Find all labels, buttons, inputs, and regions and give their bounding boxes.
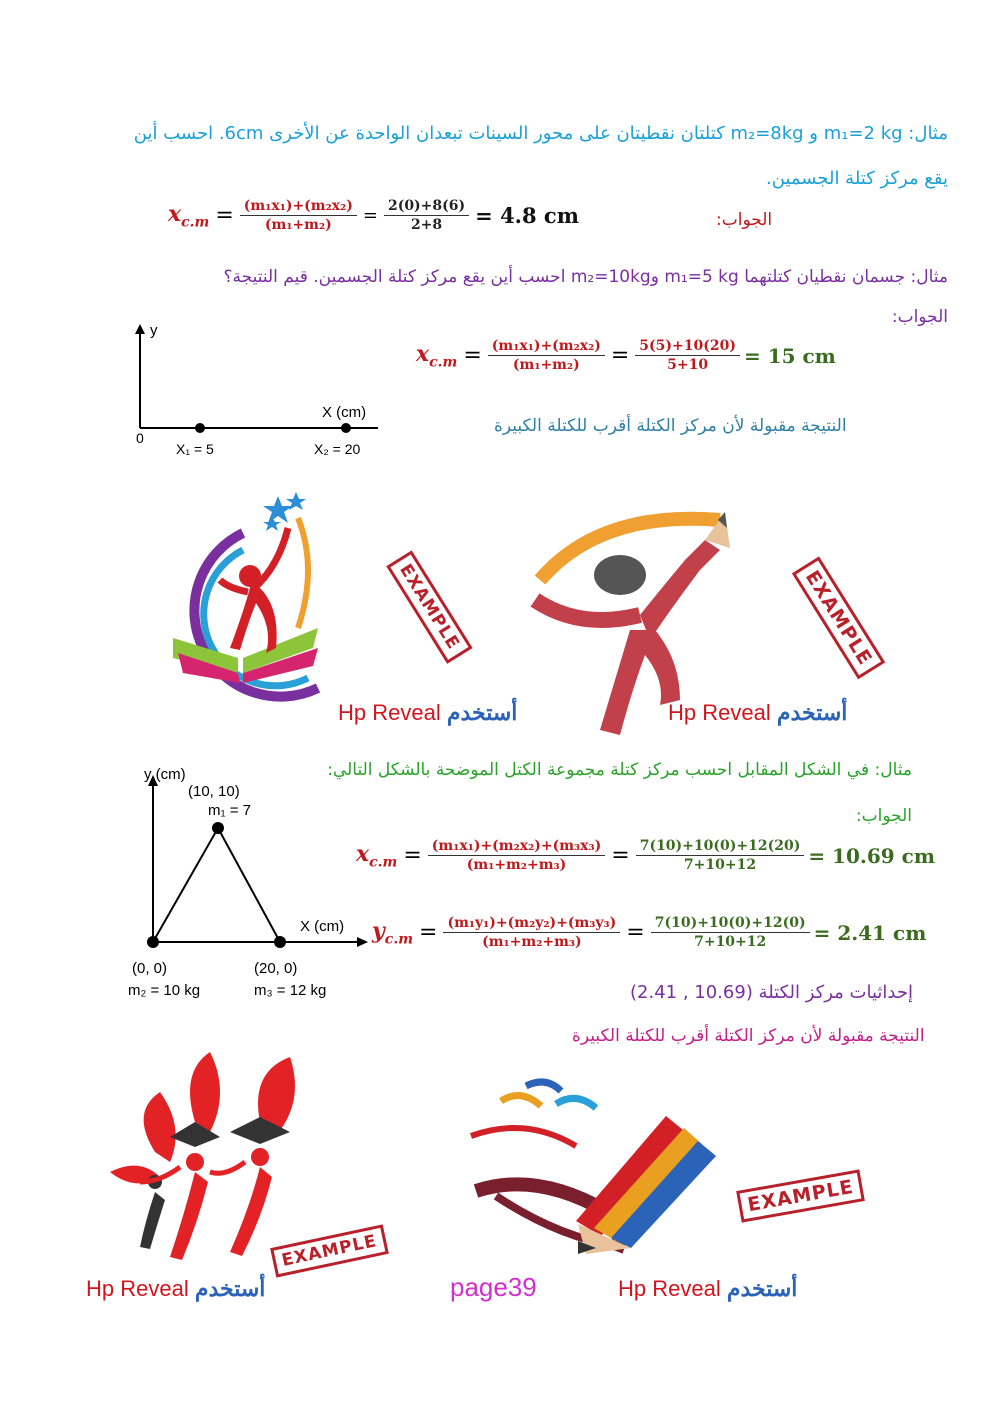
example2-substitution-fraction: $\frac{5(5)+10(20)}{5+10}$	[635, 338, 740, 373]
example3-coordinates: إحداثيات مركز الكتلة (10.69 , 2.41)	[630, 982, 913, 1003]
example3-x-axis-label: X (cm)	[300, 918, 345, 935]
hp-reveal-label-4: Hp Reveal أستخدم	[618, 1276, 798, 1301]
example2-point1-label: X₁ = 5	[176, 441, 214, 457]
hp-reveal-label-1: Hp Reveal أستخدم	[338, 700, 518, 725]
example2-question: مثال: جسمان نقطيان كتلتهما m₁=5 kg وm₂=10kg احسب أين يقع مركز كتلة الجسمين. قيم النتيجة؟	[223, 267, 948, 287]
example1-formula-fraction: $\frac{\text{(m₁x₁)+(m₂x₂)}}{\text{(m₁+m₂)}}$	[240, 198, 357, 233]
example3-y-formula-fraction: $\frac{\text{(m₁y₁)+(m₂y₂)+(m₃y₃)}}{\text{(m₁+m₂+m₃)}}$	[443, 915, 620, 950]
example2-origin-label: 0	[136, 430, 144, 446]
hp-reveal-label-3: Hp Reveal أستخدم	[86, 1276, 266, 1301]
school-logo-readers-flowers	[100, 1052, 340, 1267]
example3-question: مثال: في الشكل المقابل احسب مركز كتلة مجموعة الكتل الموضحة بالشكل التالي:	[327, 760, 912, 780]
example2-result: = 15 cm	[743, 343, 836, 368]
hp-reveal-label-2: Hp Reveal أستخدم	[668, 700, 848, 725]
example3-right-coord: (20, 0)	[254, 960, 298, 977]
example2-equation: $x_{c.m}$ = $\frac{\text{(m₁x₁)+(m₂x₂)}}{\text{(m₁+m₂)}}$ = $\frac{5(5)+10(20)}{5+10}$ = 15 cm	[416, 338, 836, 373]
example3-top-mass: m₁ = 7	[208, 802, 251, 819]
example2-evaluation: النتيجة مقبولة لأن مركز الكتلة أقرب للكتلة الكبيرة	[494, 416, 847, 436]
example3-y-lhs: $y_{c.m}$	[372, 917, 414, 948]
example3-answer-label: الجواب:	[855, 806, 912, 826]
example3-right-mass: m₃ = 12 kg	[254, 982, 327, 999]
example2-x-axis-label: X (cm)	[322, 404, 367, 421]
example-stamp-4: EXAMPLE	[736, 1169, 865, 1222]
example1-substitution-fraction: $\frac{2(0)+8(6)}{2+8}$	[384, 198, 469, 233]
example3-x-substitution-fraction: $\frac{7(10)+10(0)+12(20)}{7+10+12}$	[636, 838, 805, 873]
example2-lhs: $x_{c.m}$	[416, 340, 458, 371]
example2-point2-label: X₂ = 20	[314, 441, 361, 457]
example1-equation: $x_{c.m}$ = $\frac{\text{(m₁x₁)+(m₂x₂)}}{\text{(m₁+m₂)}}$ = $\frac{2(0)+8(6)}{2+8}$ = 4.8 cm	[168, 198, 579, 233]
example-stamp-2: EXAMPLE	[792, 556, 886, 679]
example1-question-line1: مثال: m₁=2 kg و m₂=8kg كتلتان نقطيتان على محور السينات تبعدان الواحدة عن الأخرى 6cm. احسب أين	[133, 123, 948, 144]
example-stamp-1: EXAMPLE	[386, 550, 472, 663]
example2-y-axis-label: y	[150, 322, 158, 339]
page-number: page39	[450, 1272, 537, 1302]
example3-evaluation: النتيجة مقبولة لأن مركز الكتلة أقرب للكتلة الكبيرة	[572, 1026, 925, 1046]
example1-lhs: $x_{c.m}$	[168, 200, 210, 231]
example3-left-coord: (0, 0)	[132, 960, 168, 977]
example3-top-coord: (10, 10)	[188, 783, 240, 800]
example1-answer-label: الجواب:	[716, 210, 773, 230]
example3-x-lhs: $x_{c.m}$	[356, 840, 398, 871]
example3-x-result: = 10.69 cm	[808, 843, 935, 868]
example3-y-equation: $y_{c.m}$ = $\frac{\text{(m₁y₁)+(m₂y₂)+(m₃y₃)}}{\text{(m₁+m₂+m₃)}}$ = $\frac{7(10)+10(0)+12(0)}{7+10+12}$ = 2.41 cm	[372, 915, 927, 950]
example3-y-substitution-fraction: $\frac{7(10)+10(0)+12(0)}{7+10+12}$	[651, 915, 810, 950]
example3-x-formula-fraction: $\frac{\text{(m₁x₁)+(m₂x₂)+(m₃x₃)}}{\text{(m₁+m₂+m₃)}}$	[428, 838, 605, 873]
example3-left-mass: m₂ = 10 kg	[128, 982, 201, 999]
example1-result: = 4.8 cm	[475, 203, 579, 228]
school-logo-book-pencil	[466, 1076, 726, 1266]
school-logo-reader	[148, 488, 338, 728]
example3-y-axis-label: y (cm)	[144, 766, 186, 783]
example3-y-result: = 2.41 cm	[813, 920, 927, 945]
example-stamp-3: EXAMPLE	[270, 1224, 388, 1277]
example2-answer-label: الجواب:	[891, 307, 948, 327]
example3-x-equation: $x_{c.m}$ = $\frac{\text{(m₁x₁)+(m₂x₂)+(m₃x₃)}}{\text{(m₁+m₂+m₃)}}$ = $\frac{7(10)+10(0)+12(20)}{7+10+12}$ = 10.69 cm	[356, 838, 935, 873]
example2-formula-fraction: $\frac{\text{(m₁x₁)+(m₂x₂)}}{\text{(m₁+m₂)}}$	[488, 338, 605, 373]
example1-question-line2: يقع مركز كتلة الجسمين.	[766, 168, 948, 189]
